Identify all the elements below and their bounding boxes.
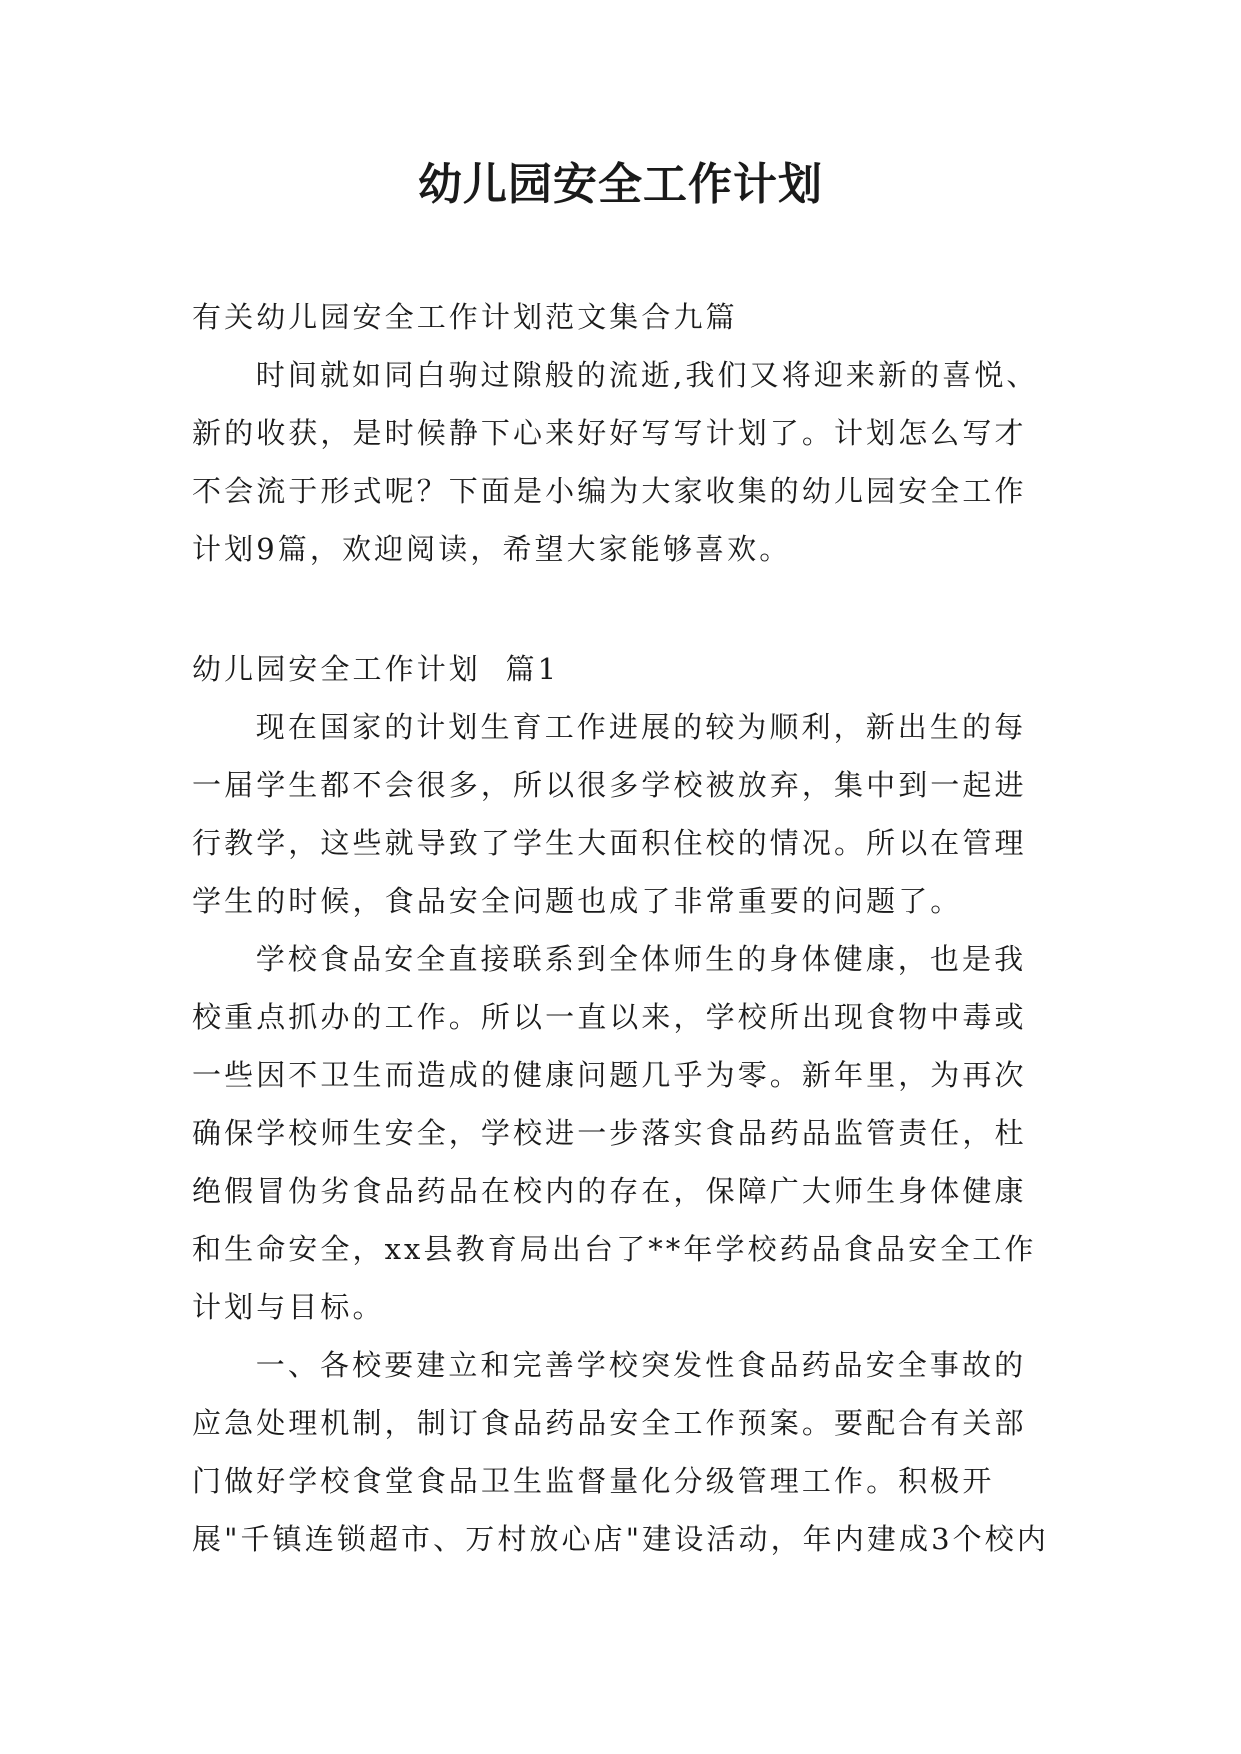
section-1	[192, 640, 1052, 1568]
intro-paragraph: 时间就如同白驹过隙般的流逝,我们又将迎来新的喜悦、新的收获，是时候静下心来好好写写计划了。计划怎么写才不会流于形式呢？下面是小编为大家收集的幼儿园安全工作计划9篇，欢迎阅读，希望大家能够喜欢。	[192, 358, 1039, 566]
body-paragraph: 学校食品安全直接联系到全体师生的身体健康，也是我校重点抓办的工作。所以一直以来，学校所出现食物中毒或一些因不卫生而造成的健康问题几乎为零。新年里，为再次确保学校师生安全，学校进一步落实食品药品监管责任，杜绝假冒伪劣食品药品在校内的存在，保障广大师生身体健康和生命安全，xx县教育局出台了**年学校药品食品安全工作计划与目标。	[192, 942, 1037, 1324]
section-heading: 幼儿园安全工作计划 篇1	[192, 652, 560, 686]
document-title: 幼儿园安全工作计划	[418, 159, 823, 210]
body-paragraph: 现在国家的计划生育工作进展的较为顺利，新出生的每一届学生都不会很多，所以很多学校被放弃，集中到一起进行教学，这些就导致了学生大面积住校的情况。所以在管理学生的时候，食品安全问题也成了非常重要的问题了。	[192, 710, 1027, 918]
body-paragraph: 一、各校要建立和完善学校突发性食品药品安全事故的应急处理机制，制订食品药品安全工作预案。要配合有关部门做好学校食堂食品卫生监督量化分级管理工作。积极开展"千镇连锁超市、万村放心店"建设活动，年内建成3个校内	[192, 1348, 1049, 1556]
document-subtitle: 有关幼儿园安全工作计划范文集合九篇	[192, 300, 738, 334]
